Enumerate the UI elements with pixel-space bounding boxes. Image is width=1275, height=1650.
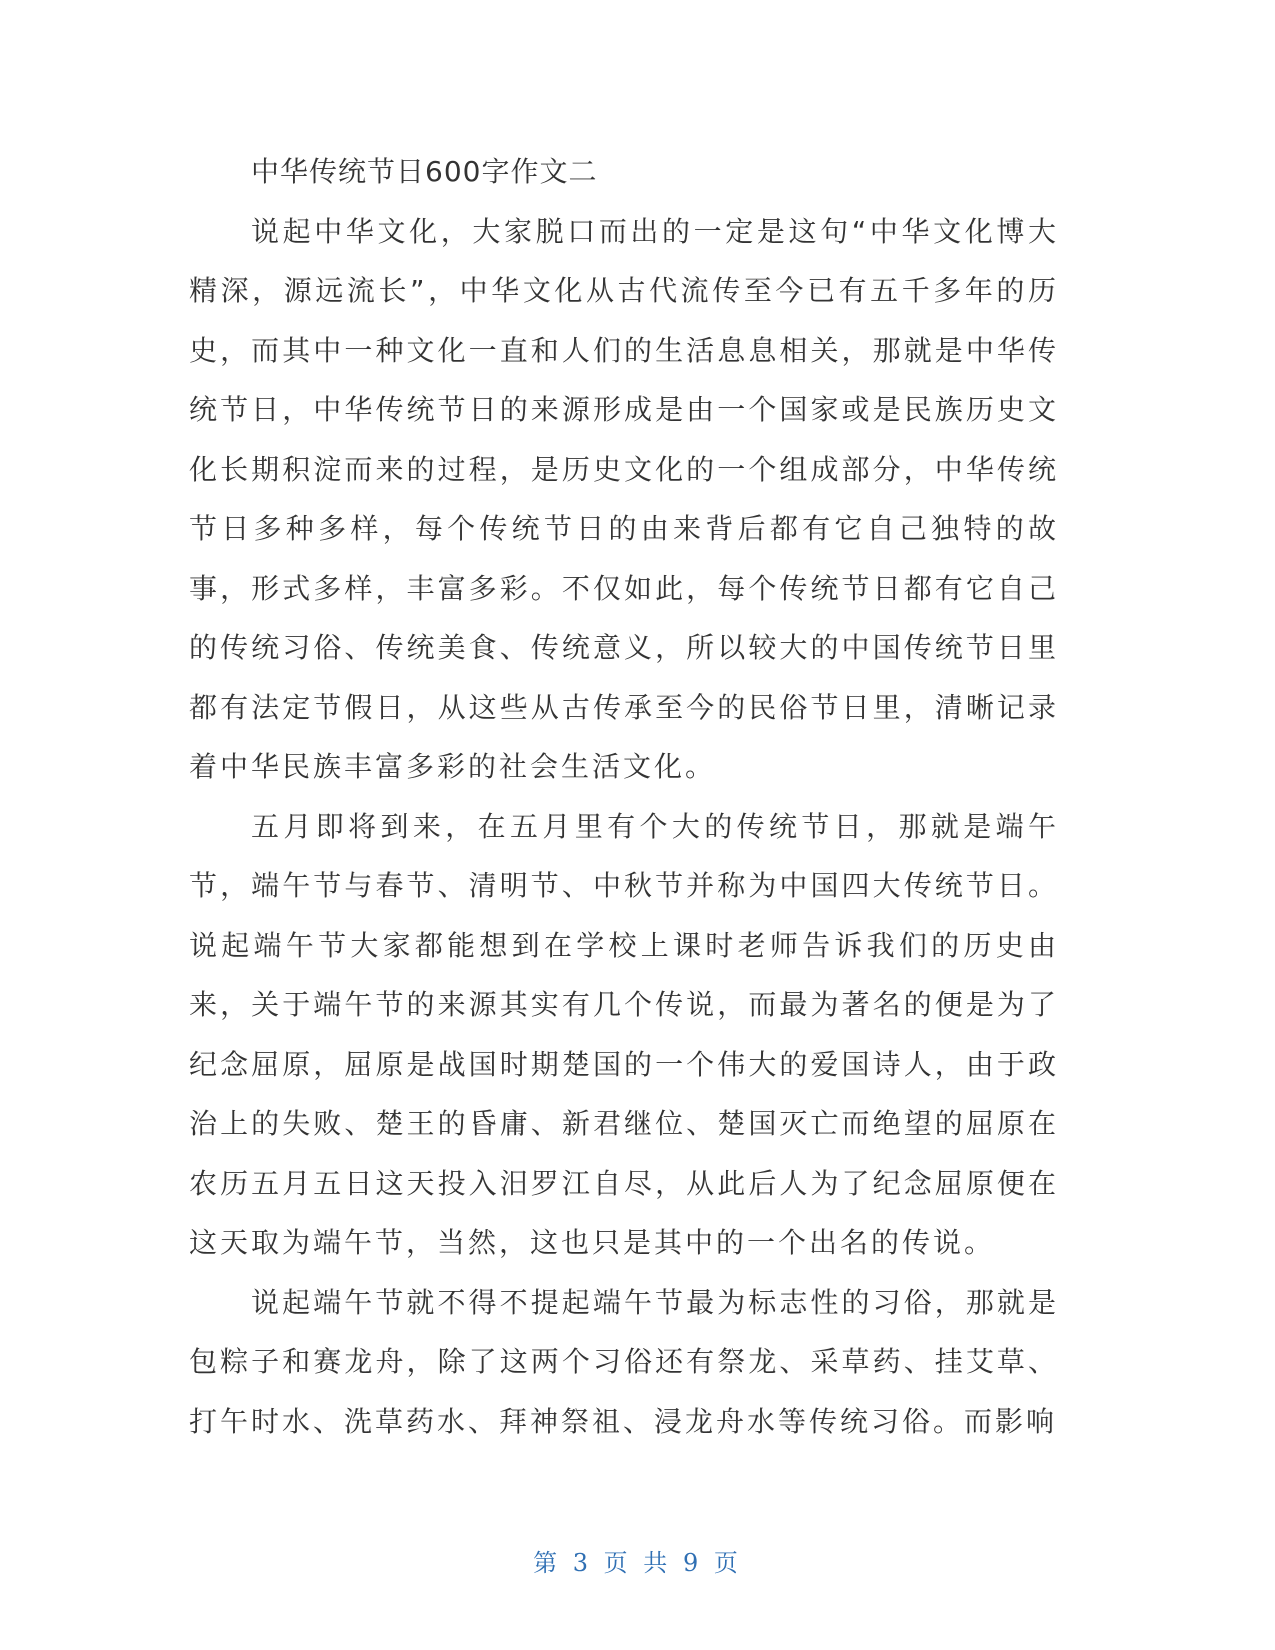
document-body bbox=[189, 142, 1059, 1451]
document-title: 中华传统节日600字作文二 bbox=[251, 155, 598, 188]
paragraph-1: 说起中华文化，大家脱口而出的一定是这句“中华文化博大精深，源远流长”，中华文化从古代流传至今已有五千多年的历史，而其中一种文化一直和人们的生活息息相关，那就是中华传统节日，中华传统节日的来源形成是由一个国家或是民族历史文化长期积淀而来的过程，是历史文化的一个组成部分，中华传统节日多种多样，每个传统节日的由来背后都有它自己独特的故事，形式多样，丰富多彩。不仅如此，每个传统节日都有它自己的传统习俗、传统美食、传统意义，所以较大的中国传统节日里都有法定节假日，从这些从古传承至今的民俗节日里，清晰记录着中华民族丰富多彩的社会生活文化。 bbox=[189, 214, 1059, 783]
paragraph-2: 五月即将到来，在五月里有个大的传统节日，那就是端午节，端午节与春节、清明节、中秋节并称为中国四大传统节日。说起端午节大家都能想到在学校上课时老师告诉我们的历史由来，关于端午节的来源其实有几个传说，而最为著名的便是为了纪念屈原，屈原是战国时期楚国的一个伟大的爱国诗人，由于政治上的失败、楚王的昏庸、新君继位、楚国灭亡而绝望的屈原在农历五月五日这天投入汨罗江自尽，从此后人为了纪念屈原便在这天取为端午节，当然，这也只是其中的一个出名的传说。 bbox=[189, 809, 1059, 1259]
paragraph-3: 说起端午节就不得不提起端午节最为标志性的习俗，那就是包粽子和赛龙舟，除了这两个习俗还有祭龙、采草药、挂艾草、打午时水、洗草药水、拜神祭祖、浸龙舟水等传统习俗。而影响 bbox=[189, 1285, 1059, 1438]
page-number-footer: 第 3 页 共 9 页 bbox=[533, 1549, 742, 1577]
